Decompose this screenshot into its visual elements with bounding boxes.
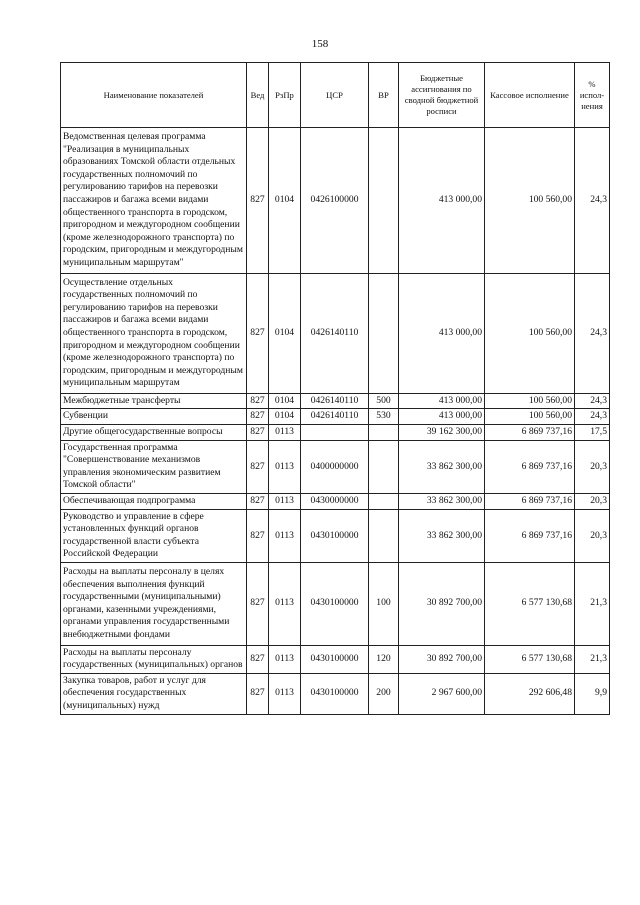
row-ved: 827 bbox=[247, 425, 269, 441]
row-pct: 9,9 bbox=[575, 673, 610, 714]
header-cash: Кассовое исполнение bbox=[485, 63, 575, 128]
row-pct: 20,3 bbox=[575, 494, 610, 510]
row-vr: 500 bbox=[369, 393, 399, 409]
row-budget: 413 000,00 bbox=[399, 409, 485, 425]
row-ved: 827 bbox=[247, 645, 269, 673]
row-pct: 21,3 bbox=[575, 563, 610, 646]
row-rzpr: 0104 bbox=[269, 128, 301, 274]
table-row bbox=[61, 273, 610, 393]
row-cash: 6 869 737,16 bbox=[485, 425, 575, 441]
row-name: Закупка товаров, работ и услуг для обеспечения государственных (муниципальных) нужд bbox=[61, 673, 247, 714]
row-budget: 413 000,00 bbox=[399, 393, 485, 409]
row-csr: 0426100000 bbox=[301, 128, 369, 274]
row-ved: 827 bbox=[247, 393, 269, 409]
row-budget: 413 000,00 bbox=[399, 273, 485, 393]
row-cash: 100 560,00 bbox=[485, 273, 575, 393]
row-vr: 100 bbox=[369, 563, 399, 646]
row-pct: 17,5 bbox=[575, 425, 610, 441]
row-csr: 0430100000 bbox=[301, 563, 369, 646]
row-rzpr: 0113 bbox=[269, 645, 301, 673]
row-rzpr: 0104 bbox=[269, 273, 301, 393]
table-row bbox=[61, 494, 610, 510]
row-rzpr: 0113 bbox=[269, 509, 301, 562]
row-csr: 0400000000 bbox=[301, 440, 369, 493]
header-name: Наименование показателей bbox=[61, 63, 247, 128]
row-budget: 33 862 300,00 bbox=[399, 509, 485, 562]
row-rzpr: 0104 bbox=[269, 393, 301, 409]
table-row bbox=[61, 509, 610, 562]
row-ved: 827 bbox=[247, 673, 269, 714]
table-header-row bbox=[61, 63, 610, 128]
row-cash: 292 606,48 bbox=[485, 673, 575, 714]
table-row bbox=[61, 563, 610, 646]
row-pct: 24,3 bbox=[575, 273, 610, 393]
row-csr: 0426140110 bbox=[301, 409, 369, 425]
row-budget: 33 862 300,00 bbox=[399, 494, 485, 510]
table-row bbox=[61, 440, 610, 493]
row-vr bbox=[369, 494, 399, 510]
row-ved: 827 bbox=[247, 563, 269, 646]
row-rzpr: 0113 bbox=[269, 440, 301, 493]
row-ved: 827 bbox=[247, 509, 269, 562]
row-pct: 24,3 bbox=[575, 409, 610, 425]
row-ved: 827 bbox=[247, 440, 269, 493]
header-pct: % испол-нения bbox=[575, 63, 610, 128]
row-name: Расходы на выплаты персоналу в целях обеспечения выполнения функций государственными (муниципальными) органами, казенными учреждениями, органами управления государственными внебюджетными фондами bbox=[61, 563, 247, 646]
row-cash: 100 560,00 bbox=[485, 393, 575, 409]
row-cash: 6 577 130,68 bbox=[485, 563, 575, 646]
row-csr: 0426140110 bbox=[301, 393, 369, 409]
row-cash: 6 869 737,16 bbox=[485, 440, 575, 493]
row-vr bbox=[369, 509, 399, 562]
row-ved: 827 bbox=[247, 273, 269, 393]
row-vr: 200 bbox=[369, 673, 399, 714]
row-budget: 30 892 700,00 bbox=[399, 645, 485, 673]
page-number: 158 bbox=[311, 38, 329, 50]
row-pct: 20,3 bbox=[575, 440, 610, 493]
row-cash: 6 577 130,68 bbox=[485, 645, 575, 673]
budget-execution-table bbox=[60, 62, 610, 715]
row-cash: 6 869 737,16 bbox=[485, 509, 575, 562]
row-budget: 39 162 300,00 bbox=[399, 425, 485, 441]
row-rzpr: 0113 bbox=[269, 494, 301, 510]
row-name: Межбюджетные трансферты bbox=[61, 393, 247, 409]
header-ved: Вед bbox=[247, 63, 269, 128]
row-name: Обеспечивающая подпрограмма bbox=[61, 494, 247, 510]
table-row bbox=[61, 393, 610, 409]
table-row bbox=[61, 409, 610, 425]
row-name: Ведомственная целевая программа "Реализация в муниципальных образованиях Томской области отдельных государственных полномочий по регулированию тарифов на перевозки пассажиров и багажа всеми видами общественного транспорта в городском, пригородном и междугородном сообщении (кроме железнодорожного транспорта) по городским, пригородным и междугородным муниципальным маршрутам" bbox=[61, 128, 247, 274]
header-budget: Бюджетные ассигнования по сводной бюджетной росписи bbox=[399, 63, 485, 128]
row-name: Другие общегосударственные вопросы bbox=[61, 425, 247, 441]
row-vr bbox=[369, 425, 399, 441]
row-vr: 120 bbox=[369, 645, 399, 673]
row-cash: 6 869 737,16 bbox=[485, 494, 575, 510]
row-rzpr: 0113 bbox=[269, 425, 301, 441]
row-budget: 33 862 300,00 bbox=[399, 440, 485, 493]
row-csr: 0430100000 bbox=[301, 509, 369, 562]
row-cash: 100 560,00 bbox=[485, 128, 575, 274]
table-row bbox=[61, 425, 610, 441]
row-name: Субвенции bbox=[61, 409, 247, 425]
row-vr bbox=[369, 128, 399, 274]
row-pct: 24,3 bbox=[575, 128, 610, 274]
table-row bbox=[61, 645, 610, 673]
row-pct: 20,3 bbox=[575, 509, 610, 562]
row-csr: 0430100000 bbox=[301, 645, 369, 673]
row-vr bbox=[369, 440, 399, 493]
row-name: Осуществление отдельных государственных полномочий по регулированию тарифов на перевозки пассажиров и багажа всеми видами общественного транспорта в городском, пригородном и междугородном сообщении (кроме железнодорожного транспорта) по городским, пригородным и междугородным муниципальным маршрутам bbox=[61, 273, 247, 393]
row-csr bbox=[301, 425, 369, 441]
row-pct: 24,3 bbox=[575, 393, 610, 409]
row-csr: 0426140110 bbox=[301, 273, 369, 393]
row-csr: 0430000000 bbox=[301, 494, 369, 510]
row-rzpr: 0113 bbox=[269, 673, 301, 714]
row-ved: 827 bbox=[247, 409, 269, 425]
table-row bbox=[61, 673, 610, 714]
row-vr: 530 bbox=[369, 409, 399, 425]
table-row bbox=[61, 128, 610, 274]
row-rzpr: 0113 bbox=[269, 563, 301, 646]
row-rzpr: 0104 bbox=[269, 409, 301, 425]
header-rzpr: РзПр bbox=[269, 63, 301, 128]
header-csr: ЦСР bbox=[301, 63, 369, 128]
row-vr bbox=[369, 273, 399, 393]
header-vr: ВР bbox=[369, 63, 399, 128]
row-budget: 413 000,00 bbox=[399, 128, 485, 274]
row-ved: 827 bbox=[247, 494, 269, 510]
row-budget: 30 892 700,00 bbox=[399, 563, 485, 646]
row-name: Государственная программа "Совершенствование механизмов управления экономическим развитием Томской области" bbox=[61, 440, 247, 493]
row-ved: 827 bbox=[247, 128, 269, 274]
row-budget: 2 967 600,00 bbox=[399, 673, 485, 714]
row-csr: 0430100000 bbox=[301, 673, 369, 714]
row-name: Расходы на выплаты персоналу государственных (муниципальных) органов bbox=[61, 645, 247, 673]
row-cash: 100 560,00 bbox=[485, 409, 575, 425]
row-pct: 21,3 bbox=[575, 645, 610, 673]
row-name: Руководство и управление в сфере установленных функций органов государственной власти субъекта Российской Федерации bbox=[61, 509, 247, 562]
